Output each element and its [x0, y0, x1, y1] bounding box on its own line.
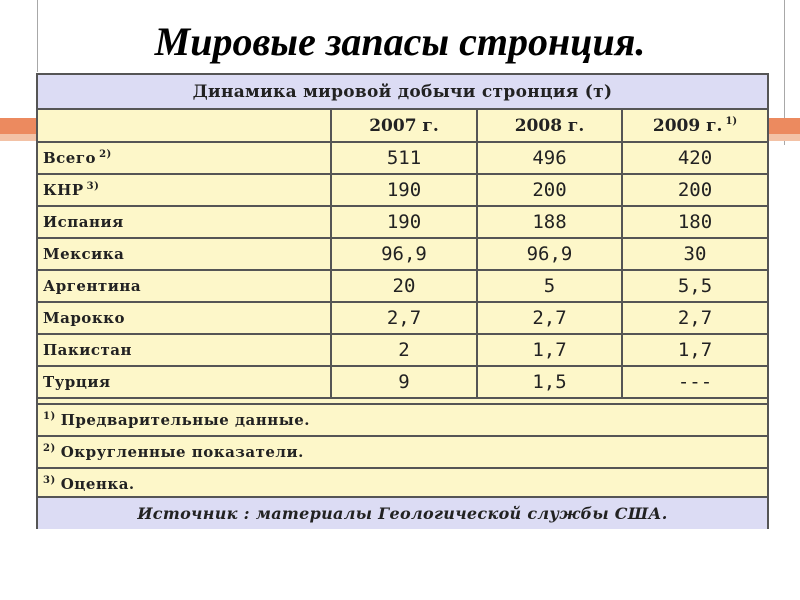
footnote-text: Предварительные данные.	[60, 411, 311, 429]
value-cell-2008: 1,7	[477, 334, 622, 366]
table-row	[38, 302, 767, 334]
footnote-cell	[38, 468, 767, 499]
value-cell-2009: 2,7	[622, 302, 767, 334]
footnote-row	[38, 436, 767, 468]
table-row	[38, 366, 767, 398]
footnote-marker: 3)	[86, 181, 100, 192]
footnote-marker: 1)	[725, 115, 738, 127]
country-cell	[38, 366, 331, 398]
footnote-cell	[38, 436, 767, 468]
footnote-cell	[38, 404, 767, 436]
table-row	[38, 174, 767, 206]
country-cell	[38, 142, 331, 174]
footnote-marker: 2)	[99, 149, 112, 160]
header-cell-year	[622, 110, 767, 142]
footnote-marker: 3)	[43, 475, 56, 486]
value-cell-2008: 96,9	[477, 238, 622, 270]
country-cell	[38, 238, 331, 270]
country-name: Аргентина	[43, 277, 142, 295]
value-cell-2007: 190	[331, 174, 477, 206]
strontium-table	[36, 73, 769, 529]
value-cell-2007: 9	[331, 366, 477, 398]
production-table	[38, 110, 767, 399]
country-cell	[38, 206, 331, 238]
table-row	[38, 238, 767, 270]
footnote-text: Округленные показатели.	[60, 443, 304, 461]
country-cell	[38, 270, 331, 302]
country-cell	[38, 174, 331, 206]
value-cell-2008: 496	[477, 142, 622, 174]
country-cell	[38, 334, 331, 366]
country-name: Мексика	[43, 245, 125, 263]
value-cell-2008: 200	[477, 174, 622, 206]
header-cell-year	[477, 110, 622, 142]
header-cell-country	[38, 110, 331, 142]
table-caption: Динамика мировой добычи стронция (т)	[192, 81, 613, 102]
table-row	[38, 334, 767, 366]
value-cell-2009: 5,5	[622, 270, 767, 302]
value-cell-2009: 420	[622, 142, 767, 174]
value-cell-2007: 96,9	[331, 238, 477, 270]
country-name: Всего	[43, 149, 97, 167]
header-label: 2007 г.	[369, 115, 439, 136]
value-cell-2007: 511	[331, 142, 477, 174]
table-row	[38, 206, 767, 238]
source-band	[38, 496, 767, 529]
table-row	[38, 270, 767, 302]
value-cell-2008: 5	[477, 270, 622, 302]
footnote-row	[38, 404, 767, 436]
value-cell-2008: 1,5	[477, 366, 622, 398]
footnote-row	[38, 468, 767, 499]
footnotes-body	[38, 404, 767, 499]
country-name: КНР	[43, 181, 84, 199]
country-name: Пакистан	[43, 341, 132, 359]
value-cell-2009: ---	[622, 366, 767, 398]
slide-title: Мировые запасы стронция.	[154, 19, 646, 64]
value-cell-2007: 2	[331, 334, 477, 366]
table-header-row	[38, 110, 767, 142]
country-name: Турция	[43, 373, 111, 391]
footnotes-table	[38, 403, 767, 499]
value-cell-2007: 190	[331, 206, 477, 238]
table-row	[38, 142, 767, 174]
value-cell-2009: 1,7	[622, 334, 767, 366]
value-cell-2009: 30	[622, 238, 767, 270]
value-cell-2009: 200	[622, 174, 767, 206]
footnote-marker: 1)	[43, 411, 56, 422]
country-name: Марокко	[43, 309, 125, 327]
value-cell-2008: 2,7	[477, 302, 622, 334]
country-name: Испания	[43, 213, 124, 231]
production-table-body	[38, 110, 767, 398]
header-label: 2009 г.	[652, 115, 723, 136]
header-label: 2008 г.	[514, 115, 585, 136]
country-cell	[38, 302, 331, 334]
value-cell-2008: 188	[477, 206, 622, 238]
table-caption-band	[38, 75, 767, 110]
value-cell-2007: 2,7	[331, 302, 477, 334]
value-cell-2009: 180	[622, 206, 767, 238]
header-cell-year	[331, 110, 477, 142]
source-text: Источник : материалы Геологической службы США.	[137, 504, 668, 523]
footnote-text: Оценка.	[60, 475, 135, 493]
footnote-marker: 2)	[43, 443, 56, 454]
value-cell-2007: 20	[331, 270, 477, 302]
